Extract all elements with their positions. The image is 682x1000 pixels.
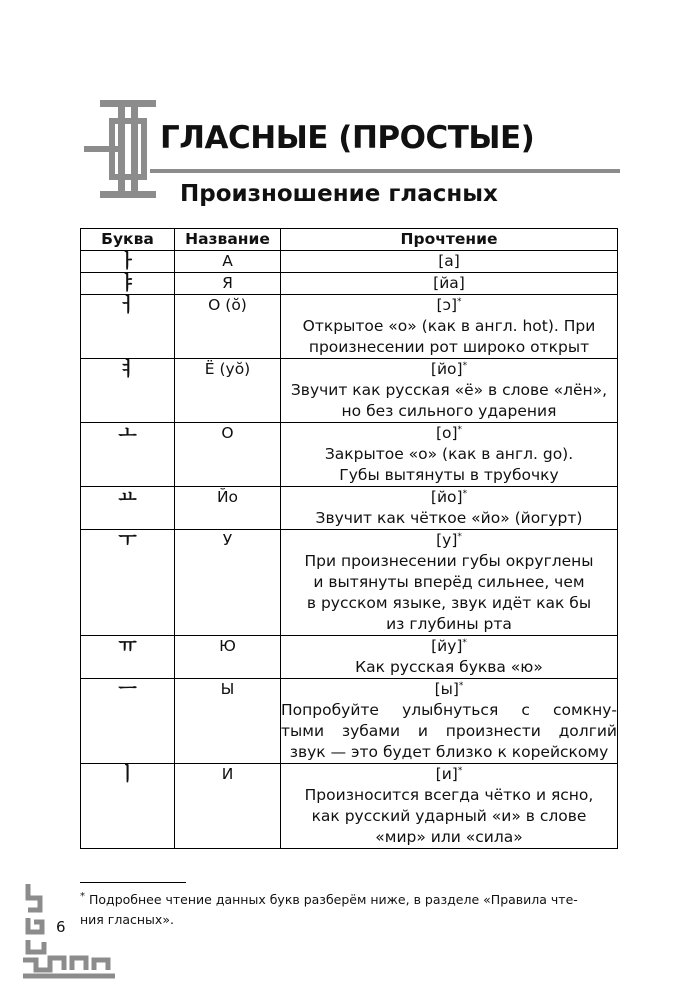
column-header-letter: Буква bbox=[81, 229, 175, 251]
transcription-line bbox=[281, 251, 617, 272]
vowel-name: А bbox=[175, 251, 281, 273]
transcription-line bbox=[281, 487, 617, 508]
table-row bbox=[81, 295, 618, 359]
description-line: Звучит как чёткое «йо» (йогурт) bbox=[315, 509, 583, 527]
header-ornament-icon bbox=[84, 100, 159, 198]
transcription: [йа] bbox=[433, 274, 465, 292]
header-rule bbox=[150, 169, 620, 173]
vowel-name: Йо bbox=[175, 487, 281, 530]
vowel-reading bbox=[281, 764, 618, 849]
vowel-reading bbox=[281, 295, 618, 359]
footnote-line-2: ния гласных». bbox=[80, 912, 174, 927]
transcription: [у] bbox=[436, 531, 458, 549]
transcription: [йо] bbox=[430, 360, 463, 378]
column-header-reading: Прочтение bbox=[281, 229, 618, 251]
section-title: ГЛАСНЫЕ (ПРОСТЫЕ) bbox=[160, 120, 535, 156]
vowel-reading bbox=[281, 423, 618, 487]
table-row bbox=[81, 679, 618, 764]
footnote-ref-mark: * bbox=[462, 360, 468, 371]
vowel-name: У bbox=[175, 530, 281, 636]
transcription-line bbox=[281, 679, 617, 700]
description-line: как русский ударный «и» в слове bbox=[311, 807, 587, 825]
transcription: [о] bbox=[435, 424, 458, 442]
transcription-line bbox=[281, 636, 617, 657]
description-line: и вытянуты вперёд сильнее, чем bbox=[313, 573, 585, 591]
table-row bbox=[81, 530, 618, 636]
description-line: произнесении рот широко открыт bbox=[308, 338, 590, 356]
vowel-letter: ㅓ bbox=[81, 295, 175, 359]
column-header-name: Название bbox=[175, 229, 281, 251]
table-row bbox=[81, 636, 618, 679]
table-header-row bbox=[81, 229, 618, 251]
footnote-ref-mark: * bbox=[462, 637, 467, 648]
description-line: тыми зубами и произнести долгий bbox=[281, 722, 617, 740]
vowel-letter: ㅠ bbox=[81, 636, 175, 679]
transcription: [йу] bbox=[431, 637, 463, 655]
table-row bbox=[81, 273, 618, 295]
footnote-ref-mark: * bbox=[458, 680, 464, 691]
description-line: но без сильного ударения bbox=[341, 402, 557, 420]
transcription-line bbox=[281, 295, 617, 316]
description-line: «мир» или «сила» bbox=[375, 828, 523, 846]
description-line: Губы вытянуты в трубочку bbox=[339, 466, 559, 484]
transcription-line bbox=[281, 359, 617, 380]
vowel-letter: ㅡ bbox=[81, 679, 175, 764]
description-line: Открытое «о» (как в англ. hot). При bbox=[302, 317, 596, 335]
vowel-name: Ё (уŏ) bbox=[175, 359, 281, 423]
vowel-name: Я bbox=[175, 273, 281, 295]
transcription: [ɔ] bbox=[436, 296, 458, 314]
vowel-letter: ㅏ bbox=[81, 251, 175, 273]
description-line: Закрытое «о» (как в англ. go). bbox=[324, 445, 574, 463]
vowel-name: О (ŏ) bbox=[175, 295, 281, 359]
footnote-ref-mark: * bbox=[457, 531, 462, 542]
description-line: Как русская буква «ю» bbox=[355, 658, 543, 676]
transcription-line bbox=[281, 423, 617, 444]
vowel-letter: ㅜ bbox=[81, 530, 175, 636]
table-row bbox=[81, 251, 618, 273]
transcription-line bbox=[281, 530, 617, 551]
description-line: Звучит как русская «ё» в слове «лён», bbox=[290, 381, 608, 399]
vowel-name: И bbox=[175, 764, 281, 849]
footnote-ref-mark: * bbox=[457, 424, 463, 435]
description-line: в русском языке, звук идёт как бы bbox=[306, 594, 592, 612]
footnote-mark: * bbox=[80, 890, 85, 902]
page-subtitle: Произношение гласных bbox=[180, 181, 498, 207]
table-row bbox=[81, 359, 618, 423]
vowel-reading bbox=[281, 530, 618, 636]
page-number: 6 bbox=[56, 918, 66, 936]
footnote-line-1: Подробнее чтение данных букв разберём ниже, в разделе «Правила чте- bbox=[89, 892, 578, 907]
transcription: [а] bbox=[438, 252, 460, 270]
vowel-letter: ㅗ bbox=[81, 423, 175, 487]
vowel-name: О bbox=[175, 423, 281, 487]
vowel-letter: ㅕ bbox=[81, 359, 175, 423]
vowel-letter: ㅑ bbox=[81, 273, 175, 295]
description-line: из глубины рта bbox=[386, 615, 512, 633]
transcription-line bbox=[281, 764, 617, 785]
vowel-reading bbox=[281, 359, 618, 423]
transcription: [ы] bbox=[434, 680, 459, 698]
vowel-reading bbox=[281, 487, 618, 530]
description-line: Попробуйте улыбнуться с сомкну- bbox=[281, 701, 617, 719]
table-row bbox=[81, 487, 618, 530]
vowel-table bbox=[80, 228, 618, 849]
vowel-reading bbox=[281, 636, 618, 679]
vowel-name: Ы bbox=[175, 679, 281, 764]
transcription: [йо] bbox=[430, 488, 463, 506]
vowel-letter: ㅣ bbox=[81, 764, 175, 849]
vowel-rows bbox=[81, 251, 618, 849]
vowel-name: Ю bbox=[175, 636, 281, 679]
table-row bbox=[81, 423, 618, 487]
corner-ornament-icon bbox=[20, 880, 120, 980]
footnote bbox=[80, 890, 605, 930]
description-line: Произносится всегда чётко и ясно, bbox=[304, 786, 594, 804]
vowel-reading bbox=[281, 679, 618, 764]
transcription: [и] bbox=[435, 765, 458, 783]
footnote-ref-mark: * bbox=[457, 296, 462, 307]
table-row bbox=[81, 764, 618, 849]
transcription-line bbox=[281, 273, 617, 294]
footnote-ref-mark: * bbox=[457, 765, 463, 776]
description-line: звук — это будет близко к корейскому bbox=[289, 743, 609, 761]
vowel-letter: ㅛ bbox=[81, 487, 175, 530]
footnote-ref-mark: * bbox=[462, 488, 468, 499]
vowel-reading bbox=[281, 273, 618, 295]
description-line: При произнесении губы округлены bbox=[304, 552, 594, 570]
vowel-reading bbox=[281, 251, 618, 273]
